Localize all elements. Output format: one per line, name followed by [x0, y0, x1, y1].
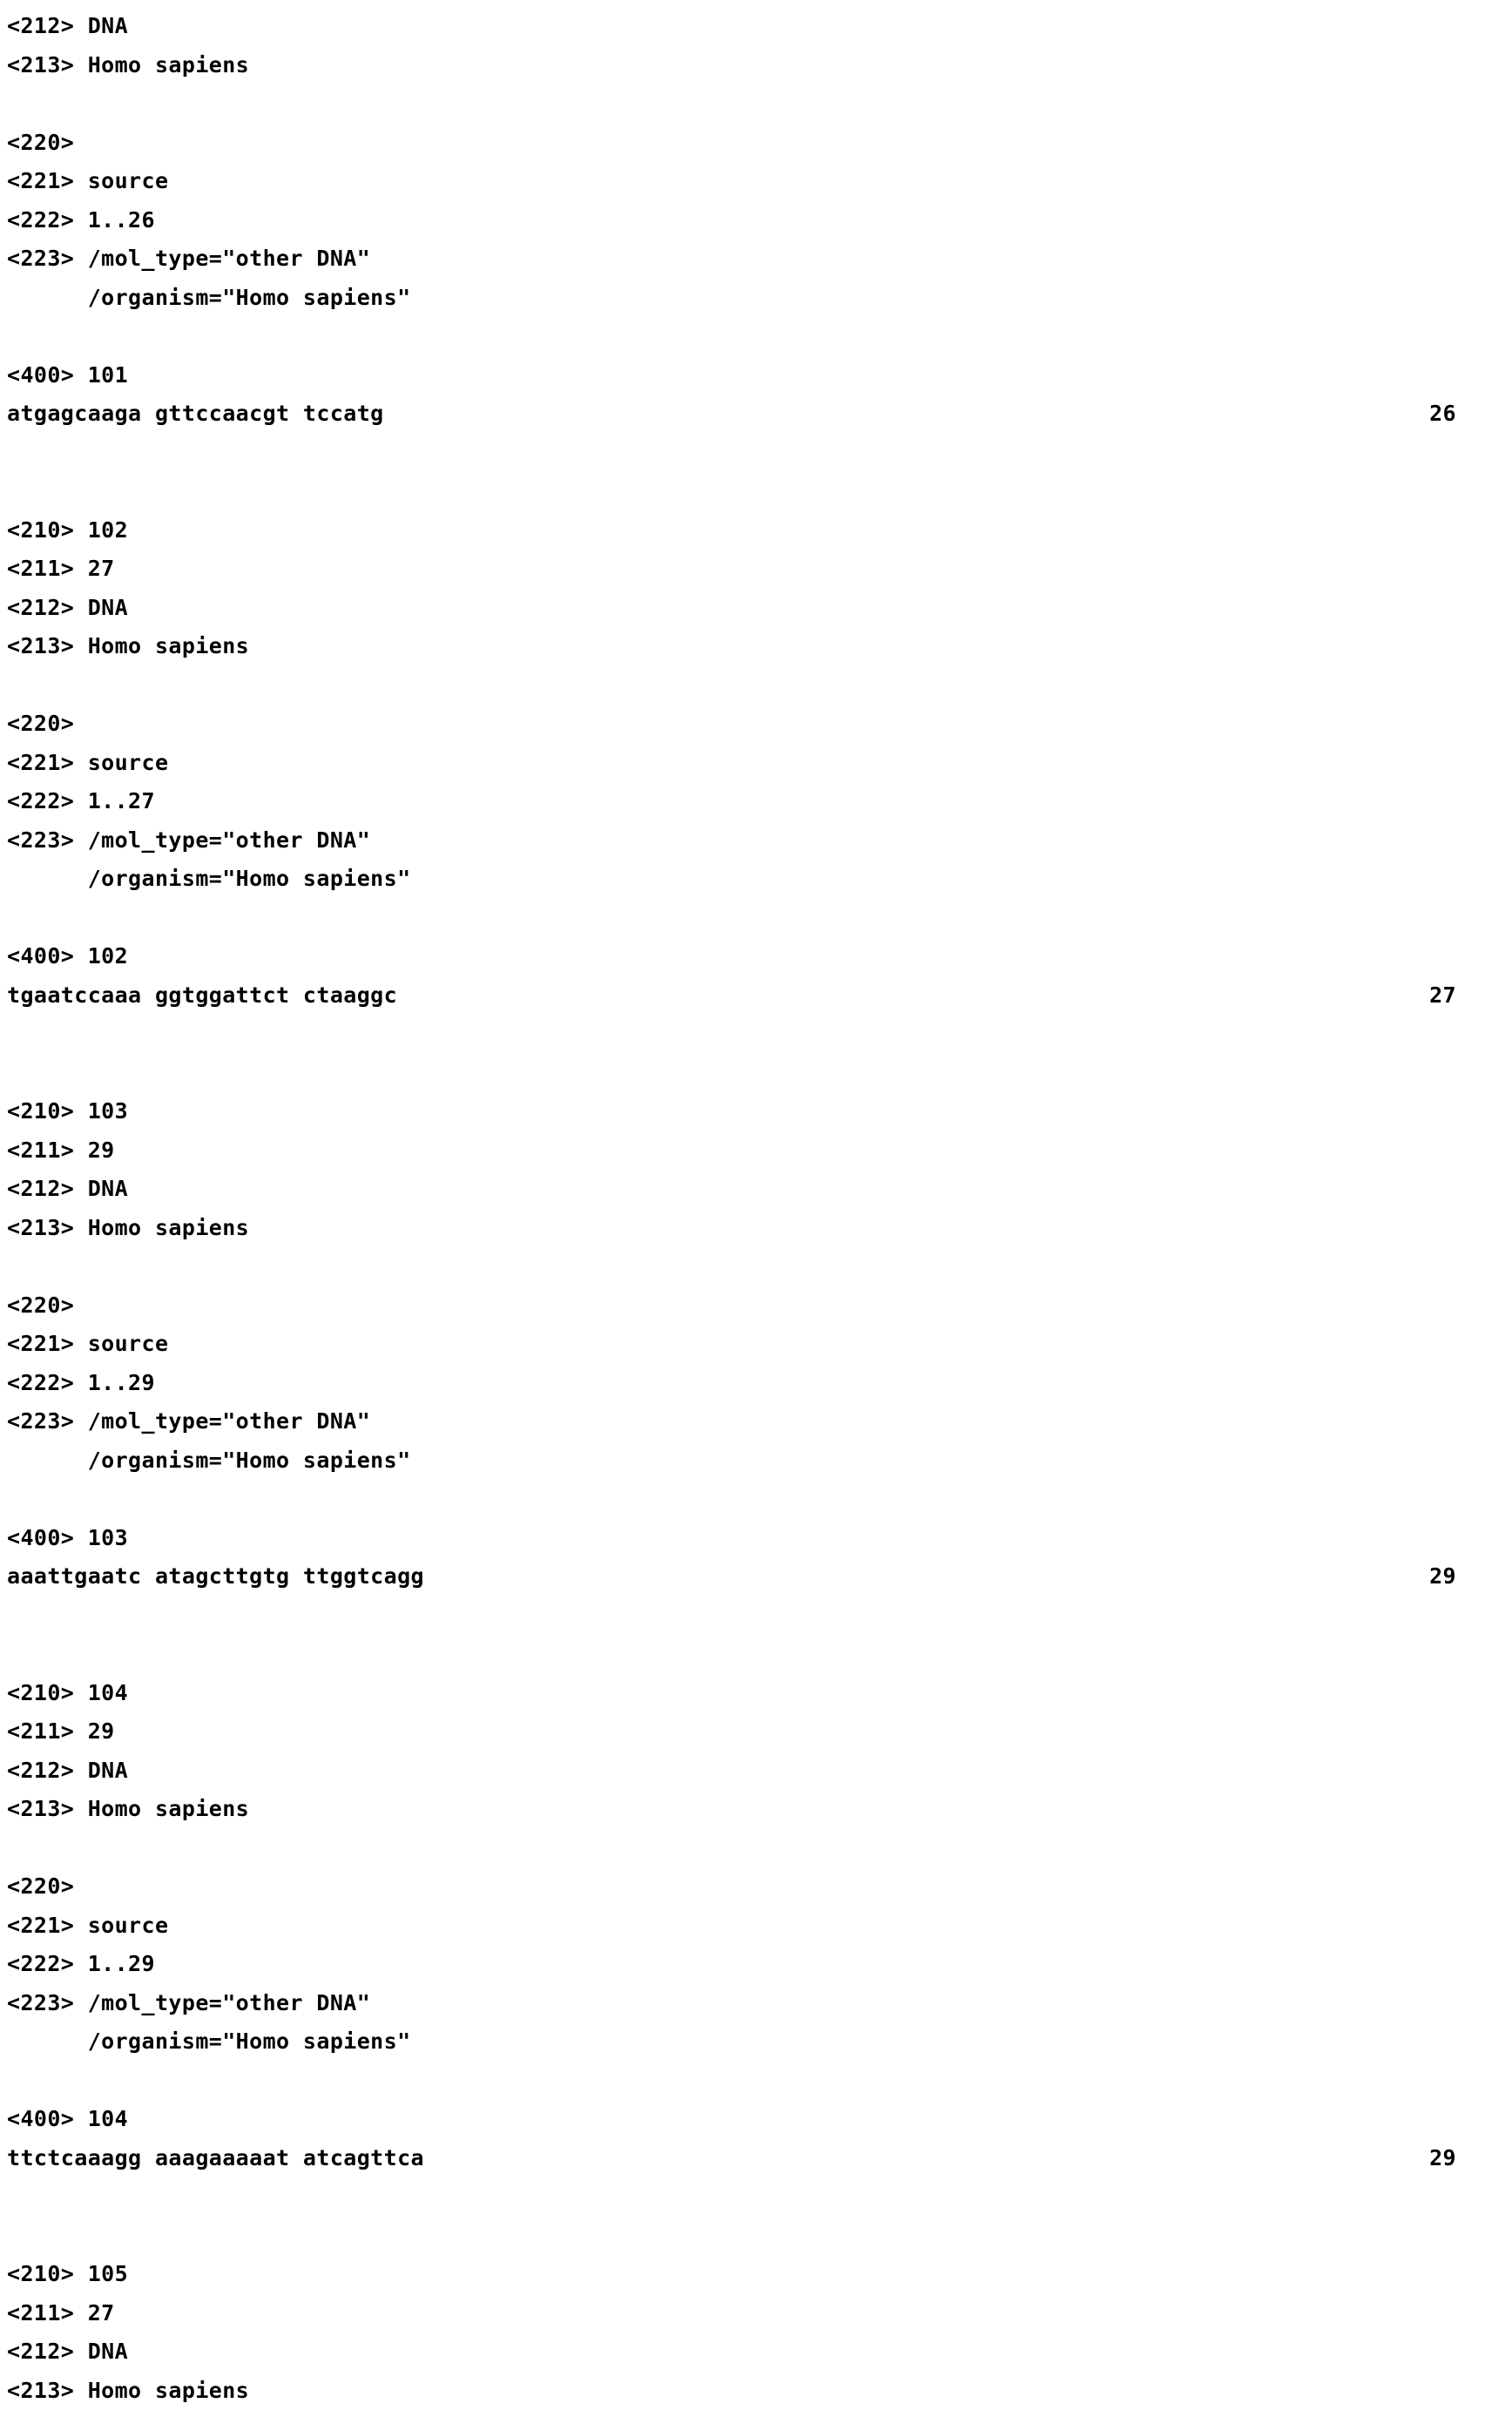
listing-line — [7, 1402, 1477, 1441]
listing-line-text: <220> — [7, 1873, 74, 1899]
listing-line — [7, 1907, 1477, 1946]
listing-line — [7, 860, 1477, 899]
listing-line — [7, 2294, 1477, 2333]
listing-line — [7, 1984, 1477, 2023]
listing-line-text: <210> 104 — [7, 1680, 128, 1705]
sequence-length: 26 — [1429, 395, 1456, 434]
listing-line-text: <212> DNA — [7, 13, 128, 38]
listing-line — [7, 240, 1477, 279]
listing-line — [7, 2332, 1477, 2372]
listing-line — [7, 356, 1477, 395]
listing-line-text: <222> 1..29 — [7, 1951, 155, 1976]
listing-line-text: <221> source — [7, 168, 168, 193]
blank-line — [7, 1015, 1477, 1054]
listing-line-text: <223> /mol_type="other DNA" — [7, 1990, 370, 2015]
listing-line-text: /organism="Homo sapiens" — [7, 2029, 411, 2054]
listing-line-text: <220> — [7, 711, 74, 736]
listing-line-text: <220> — [7, 1293, 74, 1318]
listing-line — [7, 937, 1477, 976]
listing-line — [7, 1209, 1477, 1248]
listing-line-text: /organism="Homo sapiens" — [7, 285, 411, 310]
listing-line — [7, 1286, 1477, 1326]
listing-line-text: <223> /mol_type="other DNA" — [7, 246, 370, 271]
listing-line — [7, 1674, 1477, 1713]
listing-line-text: /organism="Homo sapiens" — [7, 866, 411, 891]
listing-line — [7, 744, 1477, 783]
blank-line — [7, 1247, 1477, 1286]
listing-line — [7, 162, 1477, 201]
listing-line-text: <222> 1..29 — [7, 1370, 155, 1395]
blank-line — [7, 1597, 1477, 1636]
listing-line-text: <211> 29 — [7, 1718, 115, 1744]
listing-line-text: <213> Homo sapiens — [7, 52, 249, 78]
listing-line-text: <211> 29 — [7, 1137, 115, 1163]
listing-line — [7, 550, 1477, 589]
listing-line — [7, 1170, 1477, 1209]
blank-line — [7, 1480, 1477, 1519]
listing-line — [7, 511, 1477, 550]
listing-line — [7, 2139, 1477, 2178]
listing-line — [7, 1790, 1477, 1829]
listing-line-text: <223> /mol_type="other DNA" — [7, 827, 370, 853]
listing-line — [7, 1092, 1477, 1131]
listing-line-text: <211> 27 — [7, 556, 115, 581]
listing-line — [7, 1712, 1477, 1752]
listing-line — [7, 46, 1477, 85]
listing-line — [7, 1519, 1477, 1558]
listing-line — [7, 2022, 1477, 2062]
blank-line — [7, 1054, 1477, 1093]
listing-line — [7, 124, 1477, 163]
listing-line-text: <213> Homo sapiens — [7, 633, 249, 658]
blank-line — [7, 2062, 1477, 2101]
listing-line — [7, 705, 1477, 744]
listing-line-text: <212> DNA — [7, 595, 128, 620]
listing-line — [7, 821, 1477, 861]
listing-line — [7, 2255, 1477, 2294]
blank-line — [7, 666, 1477, 705]
sequence-length: 27 — [1429, 976, 1456, 1016]
listing-line — [7, 1364, 1477, 1403]
listing-line-text: <223> /mol_type="other DNA" — [7, 1408, 370, 1434]
blank-line — [7, 2217, 1477, 2256]
sequence-length: 29 — [1429, 1557, 1456, 1597]
listing-line-text: <213> Homo sapiens — [7, 1215, 249, 1240]
listing-line-text: tgaatccaaa ggtggattct ctaaggc — [7, 982, 397, 1008]
listing-line-text: <212> DNA — [7, 1758, 128, 1783]
listing-line — [7, 1441, 1477, 1481]
listing-line — [7, 395, 1477, 434]
listing-line — [7, 1945, 1477, 1984]
listing-line — [7, 782, 1477, 821]
blank-line — [7, 84, 1477, 124]
blank-line — [7, 899, 1477, 938]
blank-line — [7, 317, 1477, 356]
listing-line-text: <221> source — [7, 1913, 168, 1938]
listing-line-text: <210> 103 — [7, 1098, 128, 1124]
listing-line — [7, 2100, 1477, 2139]
listing-line-text: <210> 105 — [7, 2261, 128, 2286]
listing-line-text: <400> 101 — [7, 362, 128, 388]
blank-line — [7, 2177, 1477, 2217]
listing-line — [7, 7, 1477, 46]
listing-line — [7, 627, 1477, 666]
listing-line-text: aaattgaatc atagcttgtg ttggtcagg — [7, 1563, 424, 1589]
listing-line-text: <212> DNA — [7, 1176, 128, 1201]
listing-line-text: <220> — [7, 130, 74, 155]
sequence-length: 29 — [1429, 2139, 1456, 2178]
listing-line-text: <400> 104 — [7, 2106, 128, 2131]
listing-line — [7, 2372, 1477, 2410]
listing-line-text: ttctcaaagg aaagaaaaat atcagttca — [7, 2145, 424, 2170]
listing-line-text: <222> 1..27 — [7, 788, 155, 813]
listing-line-text: <212> DNA — [7, 2339, 128, 2364]
listing-line-text: <210> 102 — [7, 517, 128, 543]
blank-line — [7, 472, 1477, 511]
listing-line — [7, 1557, 1477, 1597]
listing-line-text: <213> Homo sapiens — [7, 1796, 249, 1821]
blank-line — [7, 1635, 1477, 1674]
blank-line — [7, 1829, 1477, 1868]
listing-line-text: <221> source — [7, 750, 168, 775]
listing-line — [7, 1867, 1477, 1907]
listing-line — [7, 589, 1477, 628]
listing-line — [7, 976, 1477, 1016]
listing-line — [7, 1752, 1477, 1791]
listing-line-text: <221> source — [7, 1331, 168, 1356]
listing-line — [7, 201, 1477, 240]
listing-line-text: /organism="Homo sapiens" — [7, 1448, 411, 1473]
listing-line — [7, 1131, 1477, 1171]
listing-line-text: <400> 102 — [7, 943, 128, 969]
listing-line-text: <222> 1..26 — [7, 207, 155, 233]
listing-line — [7, 279, 1477, 318]
listing-line — [7, 1325, 1477, 1364]
listing-line-text: atgagcaaga gttccaacgt tccatg — [7, 401, 384, 426]
listing-line-text: <400> 103 — [7, 1525, 128, 1550]
listing-line-text: <211> 27 — [7, 2300, 115, 2326]
listing-line-text: <213> Homo sapiens — [7, 2378, 249, 2403]
blank-line — [7, 434, 1477, 473]
sequence-listing-body — [7, 7, 1477, 2410]
